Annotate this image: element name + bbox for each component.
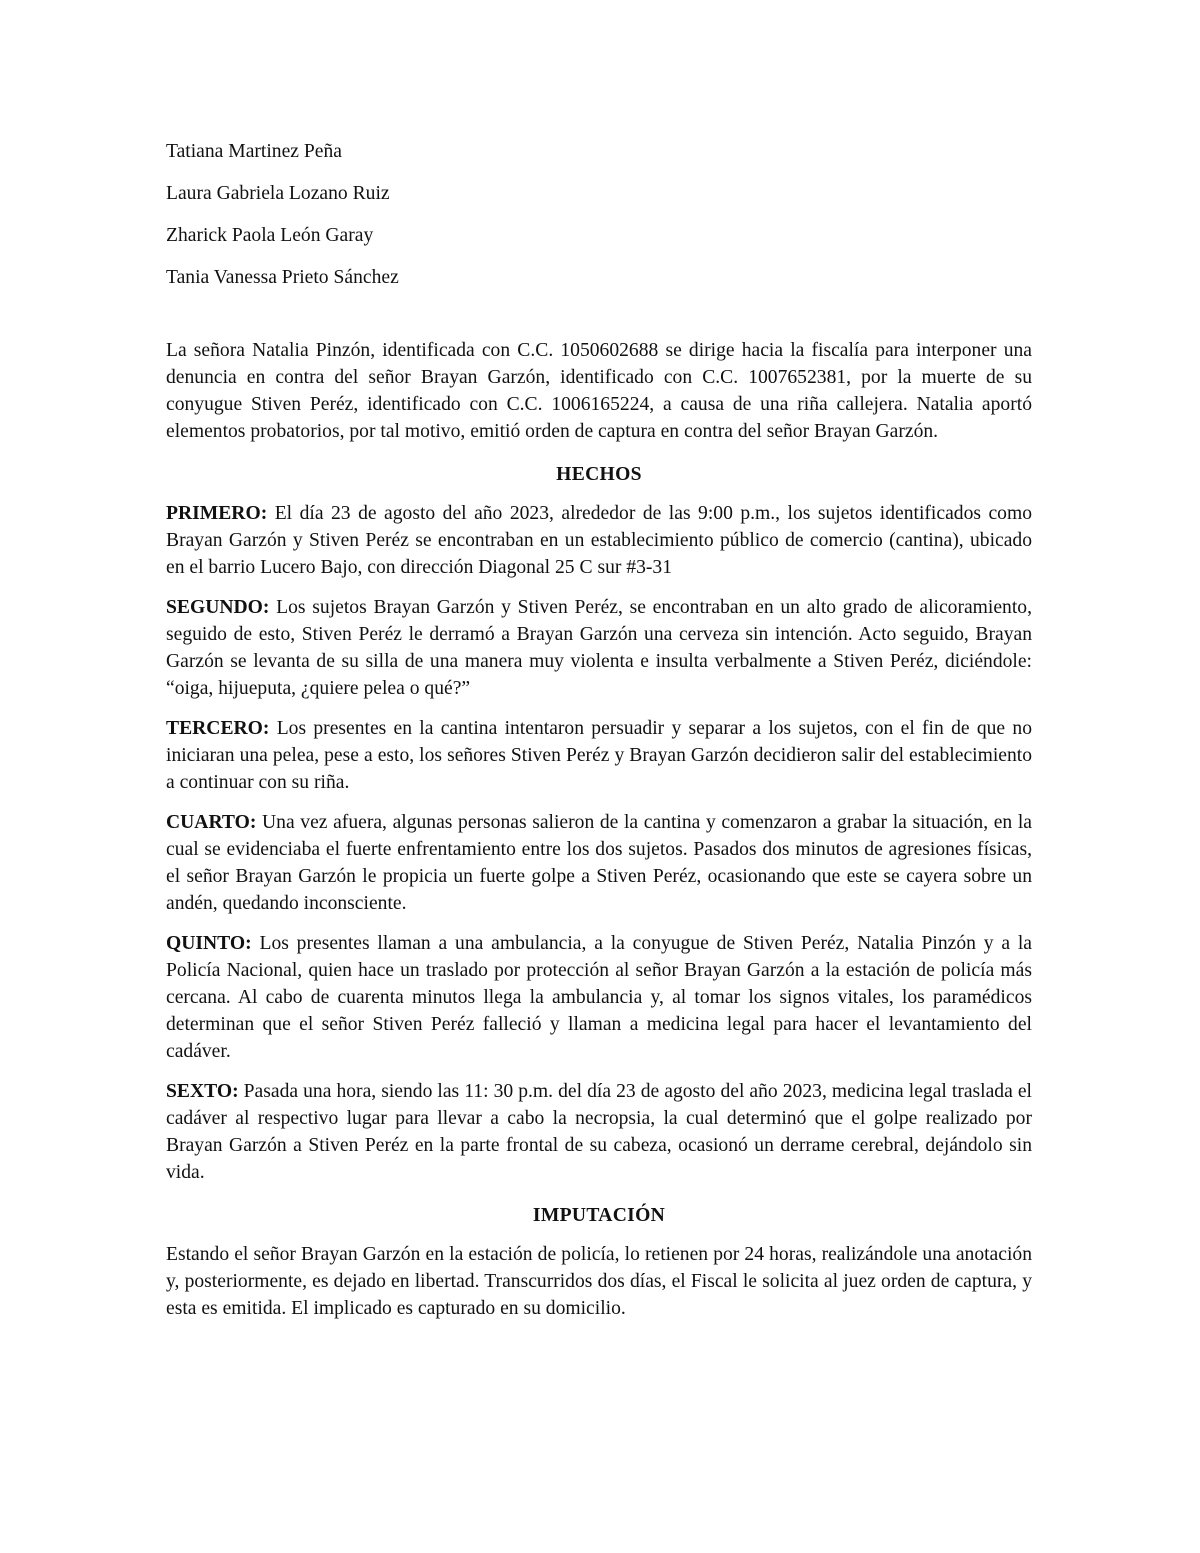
- imputacion-paragraph: Estando el señor Brayan Garzón en la estación de policía, lo retienen por 24 horas, realizándole una anotación y, posteriormente, es dejado en libertad. Transcurridos dos días, el Fiscal le solicita al juez orden de captura, y esta es emitida. El implicado es capturado en su domicilio.: [166, 1244, 1032, 1319]
- author-name: Tatiana Martinez Peña: [166, 141, 342, 162]
- hecho-paragraph: [166, 1078, 1032, 1186]
- hecho-label: SEGUNDO:: [166, 597, 270, 618]
- author-name: Tania Vanessa Prieto Sánchez: [166, 267, 399, 288]
- hecho-label: QUINTO:: [166, 933, 252, 954]
- hecho-label: CUARTO:: [166, 812, 257, 833]
- hecho-text: Los presentes en la cantina intentaron persuadir y separar a los sujetos, con el fin de que no iniciaran una pelea, pese a esto, los señores Stiven Peréz y Brayan Garzón decidieron salir del establecimiento a continuar con su riña.: [166, 718, 1032, 793]
- hecho-label: TERCERO:: [166, 718, 270, 739]
- author-name: Laura Gabriela Lozano Ruiz: [166, 183, 390, 204]
- hecho-text: Los presentes llaman a una ambulancia, a la conyugue de Stiven Peréz, Natalia Pinzón y a la Policía Nacional, quien hace un traslado por protección al señor Brayan Garzón a la estación de policía más cercana. Al cabo de cuarenta minutos llega la ambulancia y, al tomar los signos vitales, los paramédicos determinan que el señor Stiven Peréz falleció y llaman a medicina legal para hacer el levantamiento del cadáver.: [166, 933, 1032, 1062]
- section-heading-hechos: HECHOS: [556, 464, 642, 485]
- document-body: [166, 138, 1032, 1322]
- hecho-label: SEXTO:: [166, 1081, 239, 1102]
- hecho-text: Pasada una hora, siendo las 11: 30 p.m. del día 23 de agosto del año 2023, medicina legal traslada el cadáver al respectivo lugar para llevar a cabo la necropsia, la cual determinó que el golpe realizado por Brayan Garzón a Stiven Peréz en la parte frontal de su cabeza, ocasionó un derrame cerebral, dejándolo sin vida.: [166, 1081, 1032, 1183]
- hecho-text: Los sujetos Brayan Garzón y Stiven Peréz, se encontraban en un alto grado de alicoramiento, seguido de esto, Stiven Peréz le derramó a Brayan Garzón una cerveza sin intención. Acto seguido, Brayan Garzón se levanta de su silla de una manera muy violenta e insulta verbalmente a Stiven Peréz, diciéndole: “oiga, hijueputa, ¿quiere pelea o qué?”: [166, 597, 1032, 699]
- hecho-text: Una vez afuera, algunas personas salieron de la cantina y comenzaron a grabar la situación, en la cual se evidenciaba el fuerte enfrentamiento entre los dos sujetos. Pasados dos minutos de agresiones físicas, el señor Brayan Garzón le propicia un fuerte golpe a Stiven Peréz, ocasionando que este se cayera sobre un andén, quedando inconsciente.: [166, 812, 1032, 914]
- intro-paragraph: La señora Natalia Pinzón, identificada con C.C. 1050602688 se dirige hacia la fiscalía para interponer una denuncia en contra del señor Brayan Garzón, identificado con C.C. 1007652381, por la muerte de su conyugue Stiven Peréz, identificado con C.C. 1006165224, a causa de una riña callejera. Natalia aportó elementos probatorios, por tal motivo, emitió orden de captura en contra del señor Brayan Garzón.: [166, 340, 1032, 442]
- hecho-paragraph: [166, 930, 1032, 1065]
- author-name: Zharick Paola León Garay: [166, 225, 374, 246]
- hecho-paragraph: [166, 809, 1032, 917]
- section-heading-imputacion: IMPUTACIÓN: [532, 1205, 666, 1226]
- hecho-paragraph: [166, 594, 1032, 702]
- hecho-label: PRIMERO:: [166, 503, 268, 524]
- author-list: [166, 138, 1032, 291]
- hecho-paragraph: [166, 500, 1032, 581]
- hecho-paragraph: [166, 715, 1032, 796]
- hecho-text: El día 23 de agosto del año 2023, alrededor de las 9:00 p.m., los sujetos identificados como Brayan Garzón y Stiven Peréz se encontraban en un establecimiento público de comercio (cantina), ubicado en el barrio Lucero Bajo, con dirección Diagonal 25 C sur #3-31: [166, 503, 1032, 578]
